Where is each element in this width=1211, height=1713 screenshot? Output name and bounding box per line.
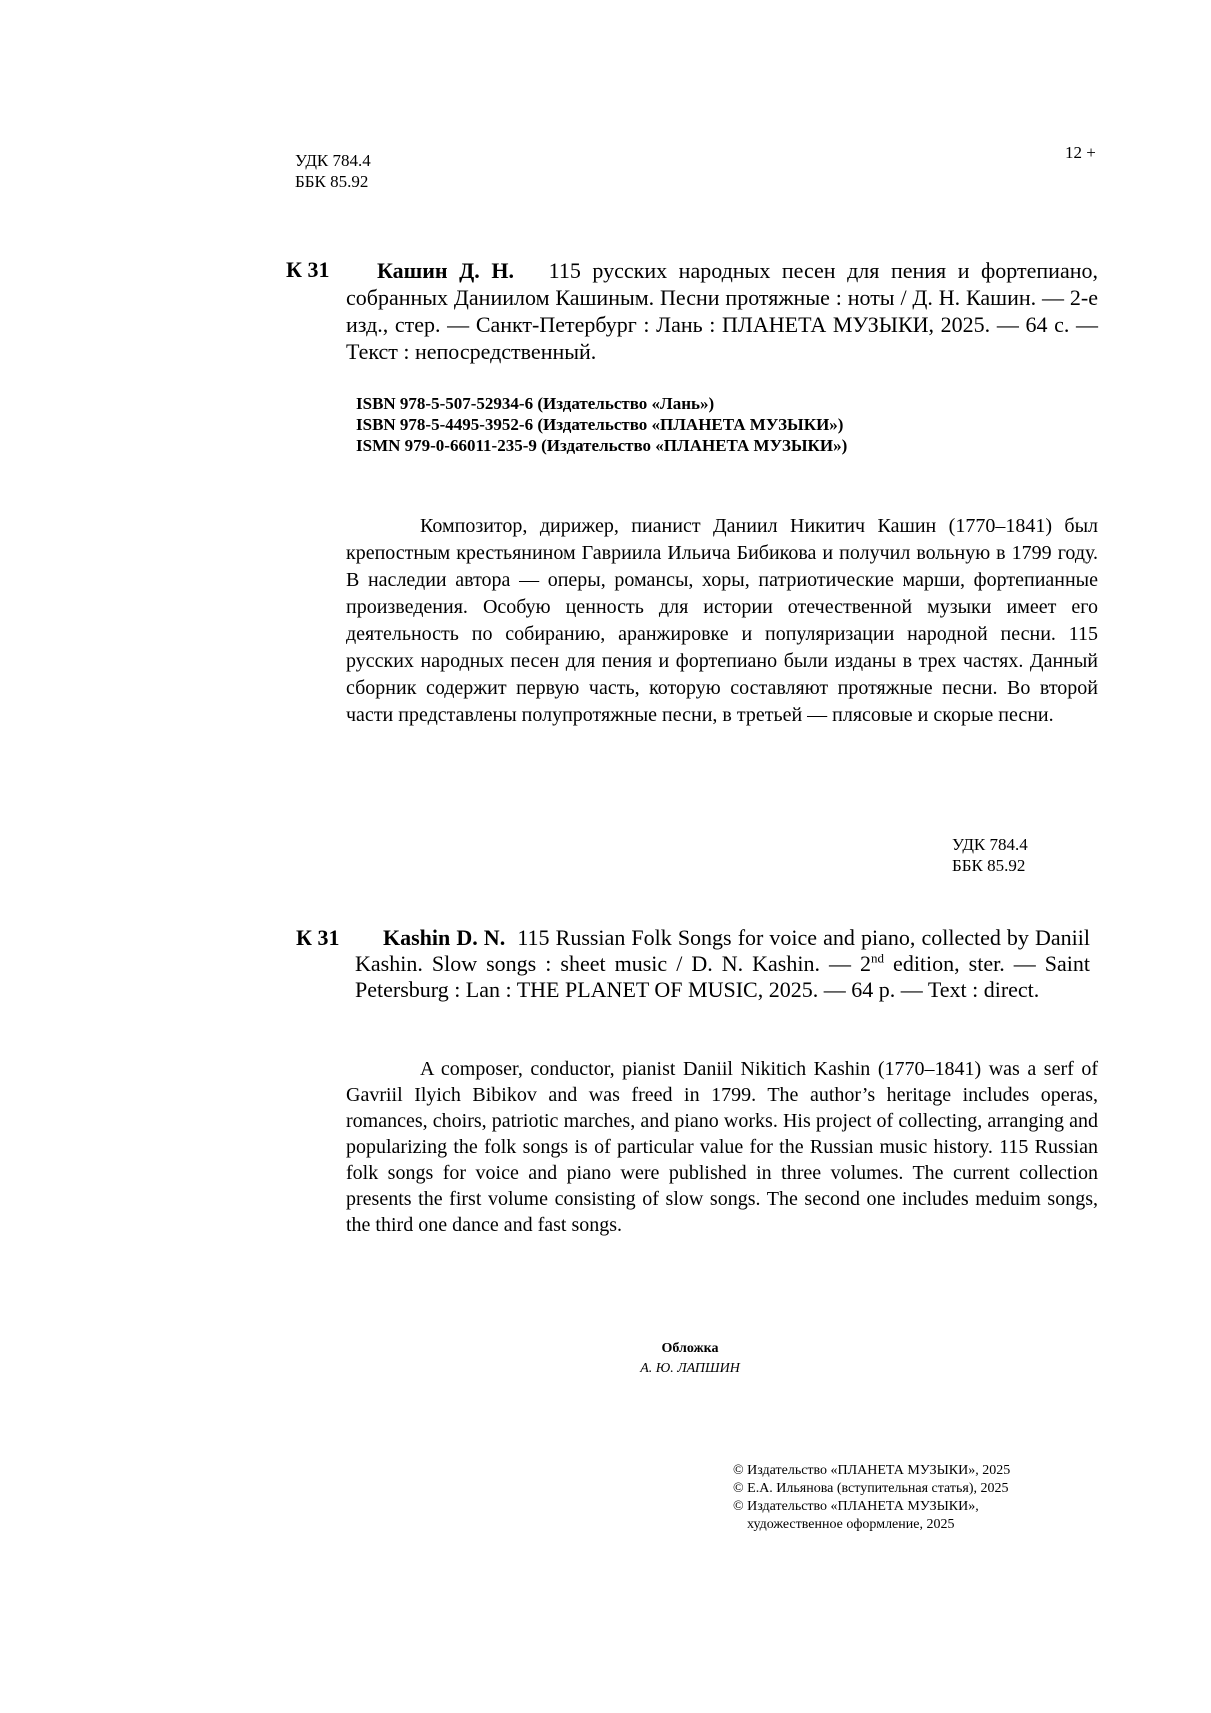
en-abstract: A composer, conductor, pianist Daniil Nikitich Kashin (1770–1841) was a serf of Gavriil Ilyich Bibikov and was freed in 1799. The author’s heritage includes operas, romances, choirs, patriotic marches, and piano works. His project of collecting, arranging and popularizing the folk songs is of particular value for the Russian music history. 115 Russian folk songs for voice and piano were published in three volumes. The current collection presents the first volume consisting of slow songs. The second one includes meduim songs, the third one dance and fast songs. [346, 1058, 1098, 1236]
en-entry-text: 115 Russian Folk Songs for voice and piano, collected by Daniil Kashin. Slow songs : sheet music / D. N. Kashin. — 2 [355, 925, 1091, 976]
en-abstract-block [346, 1056, 1098, 1238]
ru-abstract: Композитор, дирижер, пианист Даниил Никитич Кашин (1770–1841) был крепостным крестьянином Гавриила Ильича Бибикова и получил вольную в 1799 году. В наследии автора — оперы, романсы, хоры, патриотические марши, фортепианные произведения. Особую ценность для истории отечественной музыки имеет его деятельность по собиранию, аранжировке и популяризации народной песни. 115 русских народных песен для пения и фортепиано были изданы в трех частях. Данный сборник содержит первую часть, которую составляют протяжные песни. Во второй части представлены полупротяжные песни, в третьей — плясовые и скорые песни. [346, 515, 1098, 726]
cover-credit-name: А. Ю. ЛАПШИН [640, 1361, 740, 1376]
udk-code: УДК 784.4 [952, 835, 1028, 854]
copyright-line: © Издательство «ПЛАНЕТА МУЗЫКИ», [733, 1499, 979, 1514]
age-rating: 12 + [1065, 143, 1096, 162]
copyright-block [733, 1462, 1010, 1534]
ismn-line: ISMN 979-0-66011-235-9 (Издательство «ПЛАНЕТА МУЗЫКИ») [356, 436, 848, 455]
ru-abstract-block [346, 513, 1098, 729]
copyright-line: © Издательство «ПЛАНЕТА МУЗЫКИ», 2025 [733, 1463, 1011, 1478]
ru-entry-code: К 31 [286, 257, 330, 282]
bbk-code: ББК 85.92 [952, 856, 1026, 875]
cover-credit-title: Обложка [661, 1341, 719, 1356]
ru-entry-author: Кашин Д. Н. [377, 258, 514, 283]
en-entry-code: К 31 [296, 925, 340, 950]
ru-entry-text: 115 русских народных песен для пения и фортепиано, собранных Даниилом Кашиным. Песни протяжные : ноты / Д. Н. Кашин. — 2-е изд., стер. — Санкт-Петербург : Лань : ПЛАНЕТА МУЗЫКИ, 2025. — 64 с. — Текст : непосредственный. [346, 258, 1098, 364]
udk-code: УДК 784.4 [295, 151, 371, 170]
en-entry-text-cont: edition, ster. — Saint Petersburg : Lan : THE PLANET OF MUSIC, 2025. — 64 p. — Text : direct. [355, 951, 1091, 1002]
en-entry-superscript: nd [871, 950, 885, 966]
en-entry-author: Kashin D. N. [383, 925, 506, 950]
isbn-line: ISBN 978-5-507-52934-6 (Издательство «Лань») [356, 394, 715, 413]
ru-bibliographic-entry [346, 257, 1098, 365]
isbn-block [356, 393, 847, 456]
isbn-line: ISBN 978-5-4495-3952-6 (Издательство «ПЛАНЕТА МУЗЫКИ») [356, 415, 844, 434]
cover-credit [560, 1339, 820, 1379]
en-bibliographic-entry [355, 925, 1090, 1003]
classification-codes-top [295, 150, 371, 192]
bbk-code: ББК 85.92 [295, 172, 369, 191]
copyright-line: художественное оформление, 2025 [747, 1517, 955, 1532]
classification-codes-mid [952, 834, 1028, 876]
copyright-line: © Е.А. Ильянова (вступительная статья), 2025 [733, 1481, 1009, 1496]
